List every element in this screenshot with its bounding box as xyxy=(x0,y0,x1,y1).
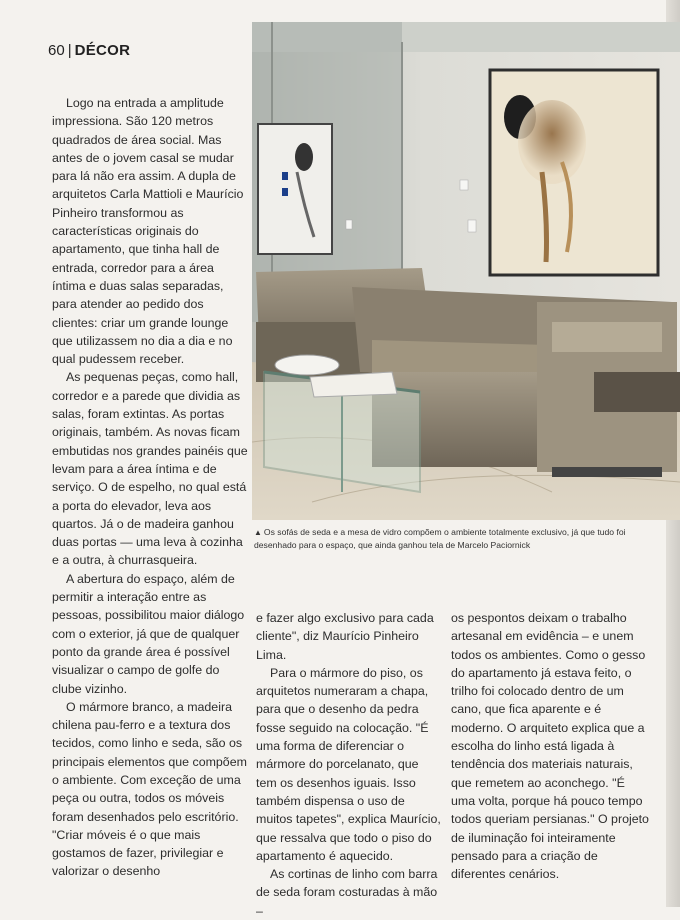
living-room-illustration xyxy=(252,22,680,520)
living-room-photo xyxy=(252,22,680,520)
article-column-2 xyxy=(256,609,441,920)
paragraph: As pequenas peças, como hall, corredor e a parede que dividia as salas, foram extintas. As portas originais, também. As novas ficam embutidas nos grandes painéis que levam para a área íntima e de serviço. O de espelho, no qual está a porta do elevador, leva aos quartos. Já o de madeira ganhou duas portas — uma leva à cozinha e a outra, à churrasqueira. xyxy=(52,370,248,568)
photo-caption xyxy=(254,526,654,551)
paragraph: A abertura do espaço, além de permitir a interação entre as pessoas, possibilitou maior diálogo com o exterior, já que de qualquer ponto da grande área é possível visualizar o campo de golfe do clube vizinho. xyxy=(52,571,245,696)
article-column-3 xyxy=(451,609,651,883)
paragraph: Logo na entrada a amplitude impressiona. São 120 metros quadrados de área social. Mas antes de o jovem casal se mudar para lá não era assim. A dupla de arquitetos Carla Mattioli e Maurício Pinheiro transformou as características originais do apartamento, que tinha hall de entrada, corredor para a área íntima e duas salas separadas, para atender ao pedido dos clientes: criar um grande lounge que utilizassem no dia a dia e no qual pudessem receber. xyxy=(52,96,244,367)
paragraph: os pespontos deixam o trabalho artesanal em evidência – e unem todos os ambientes. Como o gesso do apartamento já estava feito, o trilho foi colocado dentro de um cano, que fica aparente e é moderno. O arquiteto explica que a escolha do linho está ligada à tendência dos materiais naturais, que remetem ao aconchego. "É uma volta, porque há pouco tempo todos queriam persianas." O projeto de iluminação foi inteiramente pensado para a criação de diferentes cenários. xyxy=(451,611,649,882)
section-title: DÉCOR xyxy=(74,42,131,59)
page-number: 60 xyxy=(48,42,65,59)
header-separator: | xyxy=(67,42,72,59)
article-column-1 xyxy=(52,94,248,881)
page-header xyxy=(48,42,130,59)
paragraph: e fazer algo exclusivo para cada cliente", diz Maurício Pinheiro Lima. xyxy=(256,611,434,662)
caption-text: Os sofás de seda e a mesa de vidro compõem o ambiente totalmente exclusivo, já que tudo foi desenhado para o espaço, que ainda ganhou tela de Marcelo Paciornick xyxy=(254,527,626,550)
paragraph: O mármore branco, a madeira chilena pau-ferro e a textura dos tecidos, como linho e seda, são os principais elementos que compõem o ambiente. Com exceção de uma peça ou outra, todos os móveis foram desenhados pelo escritório. "Criar móveis é o que mais gostamos de fazer, privilegiar e valorizar o desenho xyxy=(52,699,247,879)
paragraph: As cortinas de linho com barra de seda foram costuradas à mão – xyxy=(256,867,438,918)
caption-marker: ▲ xyxy=(254,528,262,537)
paragraph: Para o mármore do piso, os arquitetos numeraram a chapa, para que o desenho da pedra fosse seguido na colocação. "É uma forma de diferenciar o mármore do porcelanato, que tem os desenhos iguais. Isso também dispensa o uso de muitos tapetes", explica Maurício, que ressalva que todo o piso do apartamento é aquecido. xyxy=(256,665,441,863)
